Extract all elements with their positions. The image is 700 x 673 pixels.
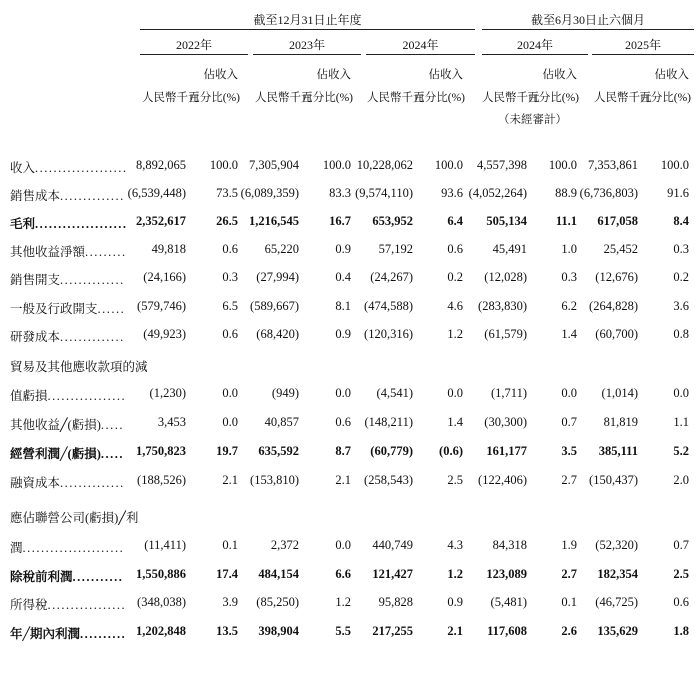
cell-percentage: 73.5 <box>216 186 238 200</box>
col-pct-label-bottom: 百分比(%) <box>188 92 240 104</box>
cell-percentage: 88.9 <box>555 186 577 200</box>
row-label-text: 值虧損 <box>10 389 48 403</box>
cell-percentage: 0.0 <box>222 415 238 429</box>
cell-percentage: 1.8 <box>673 624 689 638</box>
cell-percentage: 0.0 <box>447 386 463 400</box>
cell-amount: (264,828) <box>589 299 638 313</box>
cell-amount: (120,316) <box>364 327 413 341</box>
leader-dots: .......... <box>80 627 127 641</box>
leader-dots: ................. <box>47 389 127 403</box>
cell-percentage: 0.9 <box>447 595 463 609</box>
cell-amount: 7,305,904 <box>249 158 299 172</box>
cell-percentage: 0.2 <box>447 270 463 284</box>
cell-percentage: 0.7 <box>673 538 689 552</box>
cell-percentage: 0.2 <box>673 270 689 284</box>
cell-amount: (6,736,803) <box>579 186 638 200</box>
cell-percentage: 100.0 <box>548 158 577 172</box>
cell-amount: (12,676) <box>595 270 638 284</box>
cell-amount: (12,028) <box>484 270 527 284</box>
col-pct-label-bottom: 百分比(%) <box>413 92 465 104</box>
col-amount-label: 人民幣千元 <box>255 92 313 104</box>
cell-percentage: 1.9 <box>561 538 577 552</box>
cell-amount: (348,038) <box>137 595 186 609</box>
cell-amount: (6,089,359) <box>240 186 299 200</box>
row-label-text: 除稅前利潤 <box>10 570 73 584</box>
cell-amount: 1,216,545 <box>249 214 299 228</box>
header-rule-fy <box>140 29 475 30</box>
leader-dots: ..... <box>100 447 124 461</box>
year-header-y2023: 2023年 <box>288 38 325 52</box>
cell-percentage: 0.3 <box>561 270 577 284</box>
leader-dots: .................... <box>35 217 128 231</box>
cell-percentage: 2.5 <box>447 473 463 487</box>
cell-percentage: 0.1 <box>561 595 577 609</box>
cell-percentage: 0.9 <box>335 327 351 341</box>
cell-percentage: 8.4 <box>673 214 689 228</box>
cell-amount: 617,058 <box>597 214 638 228</box>
cell-amount: (579,746) <box>137 299 186 313</box>
cell-percentage: 2.1 <box>447 624 463 638</box>
cell-percentage: 2.6 <box>561 624 577 638</box>
cell-amount: (9,574,110) <box>355 186 413 200</box>
cell-amount: (46,725) <box>595 595 638 609</box>
cell-percentage: 1.4 <box>447 415 463 429</box>
leader-dots: .................... <box>35 161 128 175</box>
cell-percentage: 0.3 <box>673 242 689 256</box>
cell-amount: (24,166) <box>143 270 186 284</box>
cell-percentage: 100.0 <box>434 158 463 172</box>
row-label-text: 一般及行政開支 <box>10 302 98 316</box>
cell-amount: (6,539,448) <box>127 186 186 200</box>
cell-amount: 7,353,861 <box>588 158 638 172</box>
cell-amount: 2,352,617 <box>136 214 186 228</box>
cell-amount: 81,819 <box>603 415 638 429</box>
cell-percentage: 13.5 <box>216 624 238 638</box>
cell-amount: 25,452 <box>603 242 638 256</box>
row-label-top: 應佔聯營公司(虧損)╱利 <box>10 511 139 525</box>
leader-dots: ...... <box>97 302 126 316</box>
cell-percentage: 1.1 <box>673 415 689 429</box>
cell-amount: 40,857 <box>264 415 299 429</box>
cell-amount: 95,828 <box>378 595 413 609</box>
cell-percentage: 1.0 <box>561 242 577 256</box>
cell-percentage: 6.2 <box>561 299 577 313</box>
col-amount-label: 人民幣千元 <box>594 92 652 104</box>
cell-percentage: 26.5 <box>216 214 238 228</box>
leader-dots: ......... <box>85 245 127 259</box>
cell-percentage: (0.6) <box>439 444 463 458</box>
cell-percentage: 8.1 <box>335 299 351 313</box>
cell-percentage: 0.6 <box>222 327 238 341</box>
leader-dots: ........... <box>72 570 124 584</box>
cell-percentage: 0.6 <box>335 415 351 429</box>
row-label-top: 貿易及其他應收款項的減 <box>10 360 148 374</box>
cell-percentage: 16.7 <box>329 214 351 228</box>
cell-amount: (188,526) <box>137 473 186 487</box>
year-rule-y2022 <box>140 54 248 55</box>
cell-percentage: 1.2 <box>447 327 463 341</box>
header-rule-6m <box>482 29 694 30</box>
leader-dots: .............. <box>60 273 125 287</box>
cell-amount: 505,134 <box>486 214 527 228</box>
leader-dots: ..... <box>100 418 124 432</box>
cell-amount: (153,810) <box>250 473 299 487</box>
col-pct-label-top: 佔收入 <box>428 69 463 81</box>
cell-percentage: 91.6 <box>667 186 689 200</box>
cell-amount: 3,453 <box>157 415 186 429</box>
header-group-fy: 截至12月31日止年度 <box>253 13 362 27</box>
cell-amount: (148,211) <box>364 415 413 429</box>
cell-amount: 161,177 <box>486 444 527 458</box>
col-pct-label-bottom: 百分比(%) <box>301 92 353 104</box>
cell-amount: 398,904 <box>258 624 299 638</box>
cell-percentage: 11.1 <box>555 214 577 228</box>
cell-amount: (30,300) <box>484 415 527 429</box>
col-pct-label-top: 佔收入 <box>654 69 689 81</box>
cell-amount: (61,579) <box>484 327 527 341</box>
row-label-text: 經營利潤╱(虧損) <box>10 447 101 461</box>
cell-amount: 121,427 <box>372 567 413 581</box>
row-label-text: 收入 <box>10 161 36 175</box>
leader-dots: .............. <box>60 330 125 344</box>
cell-percentage: 1.2 <box>447 567 463 581</box>
cell-amount: 182,354 <box>597 567 638 581</box>
cell-amount: (1,230) <box>149 386 186 400</box>
cell-percentage: 83.3 <box>329 186 351 200</box>
cell-percentage: 0.9 <box>335 242 351 256</box>
row-label-text: 銷售開支 <box>10 273 61 287</box>
cell-amount: 484,154 <box>258 567 299 581</box>
cell-amount: (122,406) <box>478 473 527 487</box>
cell-percentage: 0.6 <box>673 595 689 609</box>
leader-dots: .............. <box>60 476 125 490</box>
col-amount-label: 人民幣千元 <box>142 92 200 104</box>
year-rule-y2024h <box>482 54 588 55</box>
cell-amount: 4,557,398 <box>477 158 527 172</box>
row-label-text: 研發成本 <box>10 330 61 344</box>
cell-percentage: 100.0 <box>322 158 351 172</box>
cell-percentage: 2.7 <box>561 473 577 487</box>
col-pct-label-bottom: 百分比(%) <box>639 92 691 104</box>
cell-amount: 217,255 <box>372 624 413 638</box>
cell-amount: (60,700) <box>595 327 638 341</box>
cell-amount: 84,318 <box>492 538 527 552</box>
cell-amount: 45,491 <box>492 242 527 256</box>
cell-amount: (85,250) <box>256 595 299 609</box>
col-amount-label: 人民幣千元 <box>367 92 425 104</box>
cell-percentage: 2.1 <box>335 473 351 487</box>
cell-amount: 49,818 <box>151 242 186 256</box>
cell-amount: 2,372 <box>270 538 299 552</box>
cell-percentage: 2.5 <box>673 567 689 581</box>
cell-percentage: 0.1 <box>222 538 238 552</box>
cell-percentage: 0.3 <box>222 270 238 284</box>
cell-amount: (1,711) <box>491 386 527 400</box>
row-label-text: 所得稅 <box>10 598 48 612</box>
cell-percentage: 5.5 <box>335 624 351 638</box>
cell-amount: 65,220 <box>264 242 299 256</box>
year-rule-y2024 <box>366 54 475 55</box>
col-pct-label-top: 佔收入 <box>316 69 351 81</box>
cell-percentage: 2.7 <box>561 567 577 581</box>
cell-amount: (283,830) <box>478 299 527 313</box>
cell-amount: (24,267) <box>370 270 413 284</box>
cell-percentage: 6.6 <box>335 567 351 581</box>
cell-percentage: 100.0 <box>209 158 238 172</box>
cell-amount: (1,014) <box>601 386 638 400</box>
cell-percentage: 2.1 <box>222 473 238 487</box>
cell-amount: (4,052,264) <box>468 186 527 200</box>
cell-amount: (60,779) <box>370 444 413 458</box>
cell-amount: (4,541) <box>376 386 413 400</box>
cell-amount: (52,320) <box>595 538 638 552</box>
cell-amount: 123,089 <box>486 567 527 581</box>
cell-percentage: 6.4 <box>447 214 463 228</box>
cell-amount: 10,228,062 <box>356 158 413 172</box>
cell-amount: 8,892,065 <box>136 158 186 172</box>
row-label-text: 毛利 <box>10 217 36 231</box>
row-label-text: 年╱期內利潤 <box>10 627 81 641</box>
cell-percentage: 4.6 <box>447 299 463 313</box>
cell-amount: (258,543) <box>364 473 413 487</box>
year-header-y2024: 2024年 <box>402 38 439 52</box>
cell-amount: 117,608 <box>487 624 527 638</box>
cell-percentage: 4.3 <box>447 538 463 552</box>
cell-percentage: 0.0 <box>673 386 689 400</box>
cell-percentage: 0.0 <box>335 538 351 552</box>
cell-percentage: 19.7 <box>216 444 238 458</box>
row-label-text: 其他收益╱(虧損) <box>10 418 101 432</box>
header-group-6m: 截至6月30日止六個月 <box>530 13 645 27</box>
row-label-text: 其他收益淨額 <box>10 245 86 259</box>
cell-amount: 1,750,823 <box>136 444 186 458</box>
cell-percentage: 0.0 <box>222 386 238 400</box>
cell-amount: (68,420) <box>256 327 299 341</box>
col-pct-label-bottom: 百分比(%) <box>527 92 579 104</box>
cell-amount: (474,588) <box>364 299 413 313</box>
year-rule-y2023 <box>253 54 361 55</box>
cell-percentage: 5.2 <box>673 444 689 458</box>
cell-percentage: 1.2 <box>335 595 351 609</box>
cell-percentage: 0.4 <box>335 270 351 284</box>
unaudited-note: （未經審計） <box>498 114 567 126</box>
cell-amount: (11,411) <box>144 538 186 552</box>
cell-amount: 57,192 <box>378 242 413 256</box>
cell-amount: (150,437) <box>589 473 638 487</box>
cell-amount: 135,629 <box>597 624 638 638</box>
cell-amount: 653,952 <box>372 214 413 228</box>
cell-amount: (589,667) <box>250 299 299 313</box>
cell-percentage: 3.9 <box>222 595 238 609</box>
cell-percentage: 3.5 <box>561 444 577 458</box>
cell-percentage: 0.0 <box>335 386 351 400</box>
cell-percentage: 93.6 <box>441 186 463 200</box>
cell-percentage: 17.4 <box>216 567 238 581</box>
cell-percentage: 0.6 <box>447 242 463 256</box>
leader-dots: ...................... <box>22 541 125 555</box>
cell-percentage: 8.7 <box>335 444 351 458</box>
leader-dots: .............. <box>60 189 125 203</box>
cell-amount: 635,592 <box>258 444 299 458</box>
cell-percentage: 6.5 <box>222 299 238 313</box>
cell-amount: (5,481) <box>490 595 527 609</box>
col-pct-label-top: 佔收入 <box>203 69 238 81</box>
cell-percentage: 100.0 <box>660 158 689 172</box>
leader-dots: ................. <box>47 598 127 612</box>
cell-amount: 440,749 <box>372 538 413 552</box>
cell-amount: (27,994) <box>256 270 299 284</box>
row-label-text: 潤 <box>10 541 23 555</box>
cell-percentage: 0.8 <box>673 327 689 341</box>
cell-percentage: 0.6 <box>222 242 238 256</box>
cell-amount: 1,550,886 <box>136 567 186 581</box>
cell-percentage: 0.7 <box>561 415 577 429</box>
cell-amount: 1,202,848 <box>136 624 186 638</box>
cell-amount: (49,923) <box>143 327 186 341</box>
cell-percentage: 0.0 <box>561 386 577 400</box>
col-amount-label: 人民幣千元 <box>482 92 540 104</box>
cell-percentage: 3.6 <box>673 299 689 313</box>
row-label-text: 融資成本 <box>10 476 61 490</box>
cell-percentage: 2.0 <box>673 473 689 487</box>
year-header-y2024h: 2024年 <box>516 38 553 52</box>
row-label-text: 銷售成本 <box>10 189 61 203</box>
cell-amount: (949) <box>271 386 299 400</box>
year-header-y2025h: 2025年 <box>624 38 661 52</box>
cell-percentage: 1.4 <box>561 327 577 341</box>
col-pct-label-top: 佔收入 <box>542 69 577 81</box>
year-rule-y2025h <box>592 54 694 55</box>
cell-amount: 385,111 <box>598 444 638 458</box>
year-header-y2022: 2022年 <box>175 38 212 52</box>
